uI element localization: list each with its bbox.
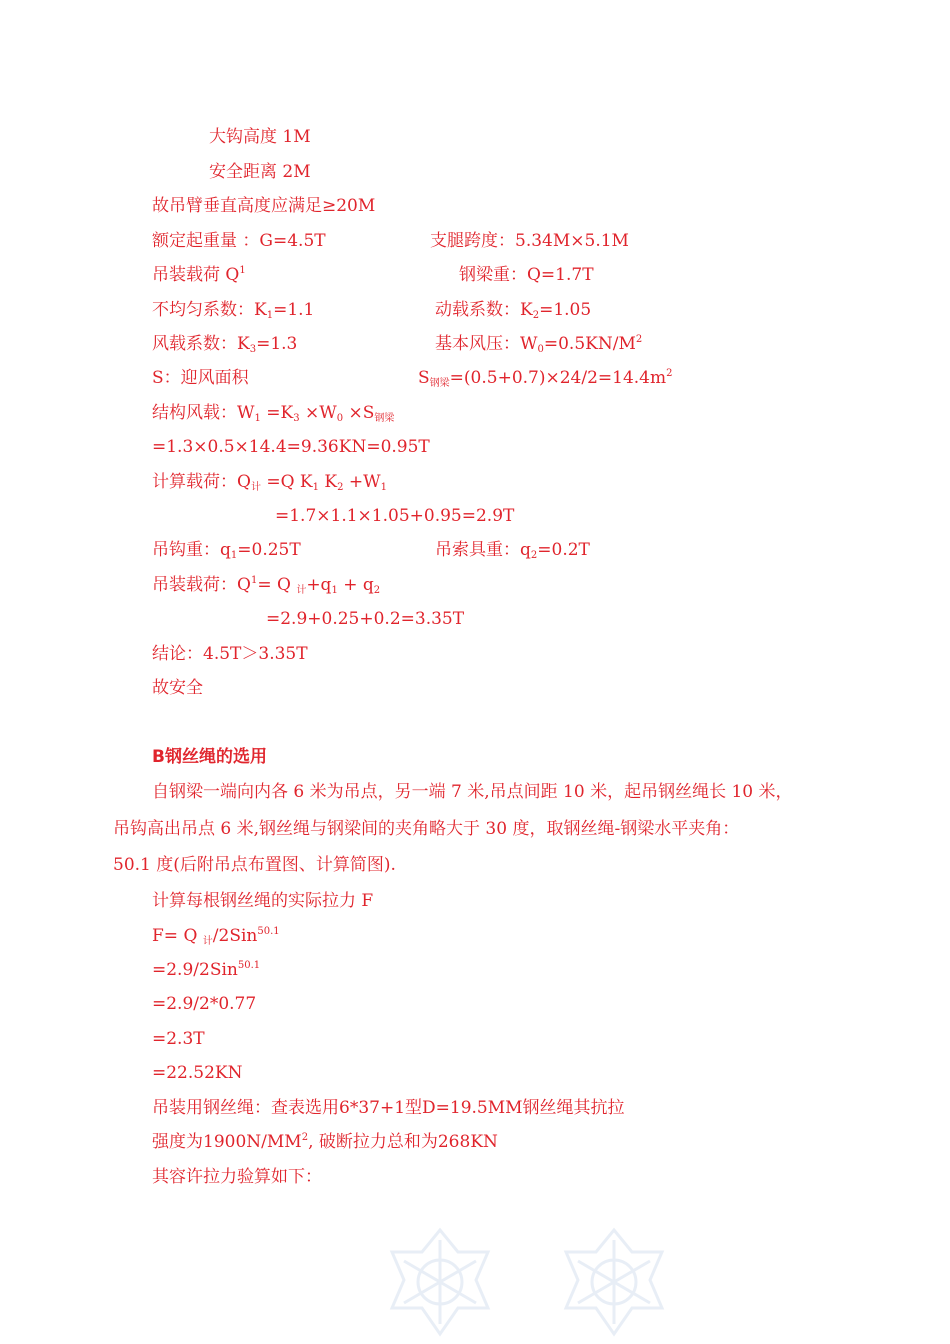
line-hook-height: 大钩高度 1M bbox=[209, 127, 311, 147]
line-tension-step-2: =2.9/2*0.77 bbox=[152, 994, 257, 1014]
line-boom-height: 故吊臂垂直高度应满足≥20M bbox=[152, 196, 376, 216]
line-tension-step-4: =22.52KN bbox=[152, 1063, 243, 1083]
line-tension-formula: F= Q $_计$/2Sin$^{50.1}$ bbox=[152, 926, 280, 947]
paragraph-line-3: 50.1 度(后附吊点布置图、计算简图). bbox=[113, 855, 396, 875]
line-safe: 故安全 bbox=[152, 678, 203, 698]
line-hook-weight: 吊钩重：$q_1=0.25T$ bbox=[152, 540, 301, 561]
line-rated-load: 额定起重量 ：G=4.5T bbox=[152, 231, 326, 251]
line-beam-area: $S_{钢梁}=(0.5+0.7)\times 24/2=14.4m^2$ bbox=[418, 368, 673, 389]
snowflake-icon bbox=[554, 1222, 674, 1344]
line-rope-strength: 强度为$1900N/MM^2$, 破断拉力总和为268KN bbox=[152, 1132, 498, 1152]
line-calc-load-result: =1.7×1.1×1.05+0.95=2.9T bbox=[275, 506, 515, 526]
line-base-wind-pressure: 基本风压：$W_0=0.5KN/M^2$ bbox=[435, 334, 643, 355]
line-rope-selection: 吊装用钢丝绳：查表选用6*37+1型D=19.5MM钢丝绳其抗拉 bbox=[152, 1098, 625, 1118]
line-windward-area: S：迎风面积 bbox=[152, 368, 249, 388]
line-lifting-load: 吊装载荷 $Q^1$ bbox=[152, 265, 246, 285]
paragraph-line-2: 吊钩高出吊点 6 米,钢丝绳与钢梁间的夹角略大于 30 度，取钢丝绳-钢梁水平夹角： bbox=[113, 819, 740, 839]
line-tension-title: 计算每根钢丝绳的实际拉力 F bbox=[152, 891, 374, 911]
line-structural-wind-load: 结构风载：$W_1 =K_3 \times W_0 \times S_{钢梁}$ bbox=[152, 403, 395, 424]
line-tension-step-1: =2.9/2Sin$^{50.1}$ bbox=[152, 960, 261, 980]
section-heading: B钢丝绳的选用 bbox=[152, 747, 267, 767]
line-conclusion: 结论：4.5T＞3.35T bbox=[152, 644, 308, 664]
line-safety-distance: 安全距离 2M bbox=[209, 162, 311, 182]
snowflake-icon bbox=[380, 1222, 500, 1344]
line-uneven-coef: 不均匀系数：$K_1=1.1$ bbox=[152, 300, 315, 321]
line-beam-weight: 钢梁重：Q=1.7T bbox=[459, 265, 594, 285]
paragraph-line-1: 自钢梁一端向内各 6 米为吊点，另一端 7 米,吊点间距 10 米，起吊钢丝绳长 10 米， bbox=[152, 782, 793, 802]
line-dynamic-coef: 动载系数：$K_2=1.05$ bbox=[435, 300, 592, 321]
line-calc-load: 计算载荷：$Q_计 =Q$ $K_1$ $K_2 +W_1$ bbox=[152, 472, 387, 493]
line-lifting-load-formula: 吊装载荷：$Q^1= Q$ $_计+q_1 + q_2$ bbox=[152, 575, 381, 596]
line-allowable-check: 其容许拉力验算如下： bbox=[152, 1167, 322, 1187]
line-wind-load-result: =1.3×0.5×14.4=9.36KN=0.95T bbox=[152, 437, 430, 457]
line-wind-coef: 风载系数：$K_3=1.3$ bbox=[152, 334, 298, 355]
line-lifting-load-result: =2.9+0.25+0.2=3.35T bbox=[266, 609, 465, 629]
line-outrigger-span: 支腿跨度：5.34M×5.1M bbox=[430, 231, 629, 251]
line-tension-step-3: =2.3T bbox=[152, 1029, 205, 1049]
line-rigging-weight: 吊索具重：$q_2=0.2T$ bbox=[435, 540, 590, 561]
